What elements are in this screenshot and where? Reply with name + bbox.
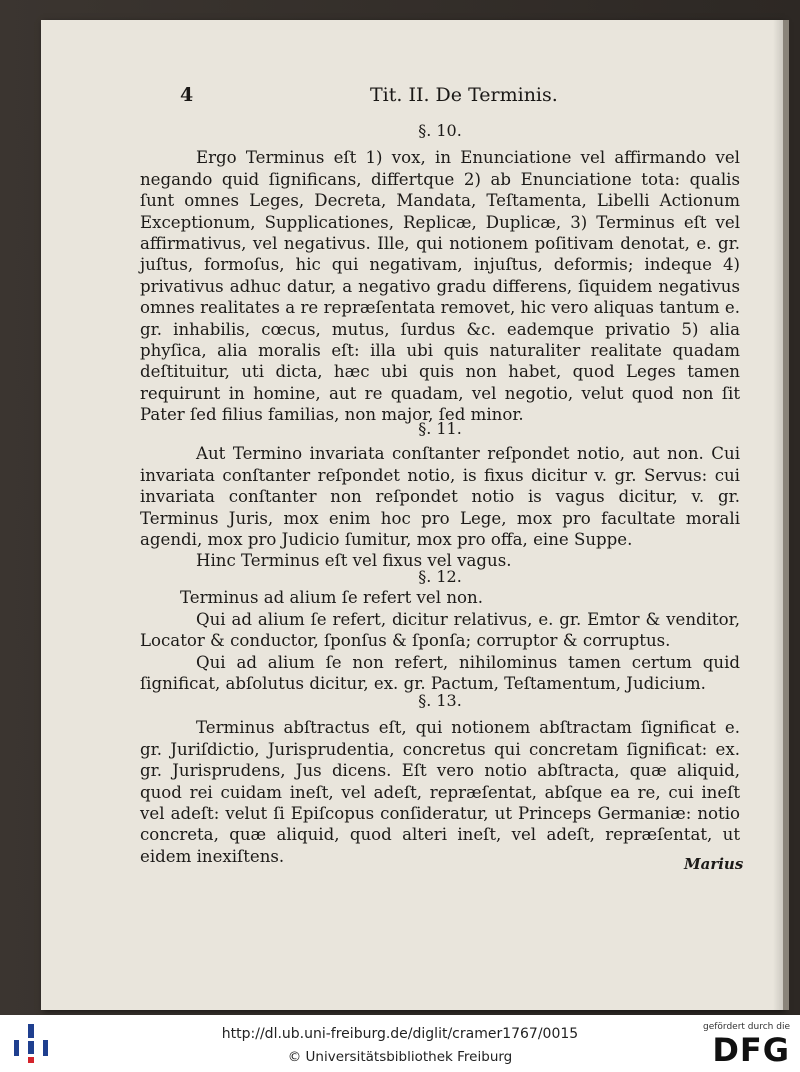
section-12 xyxy=(140,566,740,694)
paragraph: Terminus ad alium ſe refert vel non. xyxy=(180,588,483,608)
section-13 xyxy=(140,690,740,867)
paragraph: Terminus abſtractus eſt, qui notionem abſtractam ſignificat e. gr. Juriſdictio, Jurisprudentia, concretus qui concretam ſignificat: ex. gr. Jurisprudens, Jus dicens. Eſt vero notio abſtracta, quæ aliquid, quod rei cuidam ineſt, vel adeſt, repræſentat, abſque ea re, cui ineſt vel adeſt: velut ſi Epiſcopus conſideratur, ut Princeps Germaniæ: notio concreta, quæ aliquid, quod alteri ineſt, vel adeſt, repræſentat, ut eidem inexiſtens. xyxy=(140,718,740,866)
paragraph: Qui ad alium ſe non refert, nihilominus tamen certum quid ſignificat, abſolutus dicitur, ex. gr. Pactum, Teſtamentum, Judicium. xyxy=(140,652,740,694)
page-header xyxy=(180,84,760,108)
dfg-logo-icon[interactable]: DFG xyxy=(712,1031,790,1069)
dfg-caption: gefördert durch die xyxy=(703,1022,790,1032)
section-heading: §. 13. xyxy=(418,691,462,710)
page-edge xyxy=(783,20,789,1010)
section-10 xyxy=(140,120,740,426)
permalink-url[interactable]: http://dl.ub.uni-freiburg.de/diglit/cramer1767/0015 xyxy=(221,1026,579,1042)
catchword: Marius xyxy=(684,855,744,873)
paragraph: Aut Termino invariata conſtanter reſpondet notio, aut non. Cui invariata conſtanter reſpondet notio, is fixus dicitur v. gr. Servus: cui invariata conſtanter non reſpondet notio is vagus dicitur, v. gr. Terminus Juris, mox enim hoc pro Lege, mox pro facultate morali agendi, mox pro Judicio ſumitur, mox pro offa, eine Suppe. xyxy=(140,444,740,550)
section-11 xyxy=(140,418,740,572)
viewer-footer xyxy=(0,1015,800,1072)
paragraph: Hinc Terminus eſt vel fixus vel vagus. xyxy=(196,551,512,571)
section-heading: §. 12. xyxy=(418,567,462,586)
paragraph: Ergo Terminus eſt 1) vox, in Enunciatione vel affirmando vel negando quid ſignificans, differtque 2) ab Enunciatione tota: qualis ſunt omnes Leges, Decreta, Mandata, Teſtamenta, Libelli Actionum Exceptionum, Supplicationes, Replicæ, Duplicæ, 3) Terminus eſt vel affirmativus, vel negativus. Ille, qui notionem poſitivam denotat, e. gr. juſtus, formoſus, hic qui negativam, injuſtus, deformis; indeque 4) privativus adhuc datur, a negativo gradu differens, ſiquidem negativus omnes realitates a re repræſentata removet, hic vero aliquas tantum e. gr. inhabilis, cœcus, mutus, ſurdus &c. eademque privatio 5) alia phyſica, alia moralis eſt: illa ubi quis naturaliter realitate quadam deſtituitur, uti dicta, hæc ubi quis non habet, quod Leges tamen requirunt in homine, aut re quadam, vel negotio, velut quod non ſit Pater ſed filius familias, non major, ſed minor. xyxy=(140,148,740,425)
section-heading: §. 11. xyxy=(418,419,462,438)
running-title: Tit. II. De Terminis. xyxy=(370,84,558,106)
paragraph: Qui ad alium ſe refert, dicitur relativus, e. gr. Emtor & venditor, Locator & conductor, ſponſus & ſponſa; corruptor & corruptus. xyxy=(140,609,740,651)
section-heading: §. 10. xyxy=(418,121,462,140)
page-number: 4 xyxy=(180,84,194,106)
copyright-notice: © Universitätsbibliothek Freiburg xyxy=(287,1049,513,1065)
